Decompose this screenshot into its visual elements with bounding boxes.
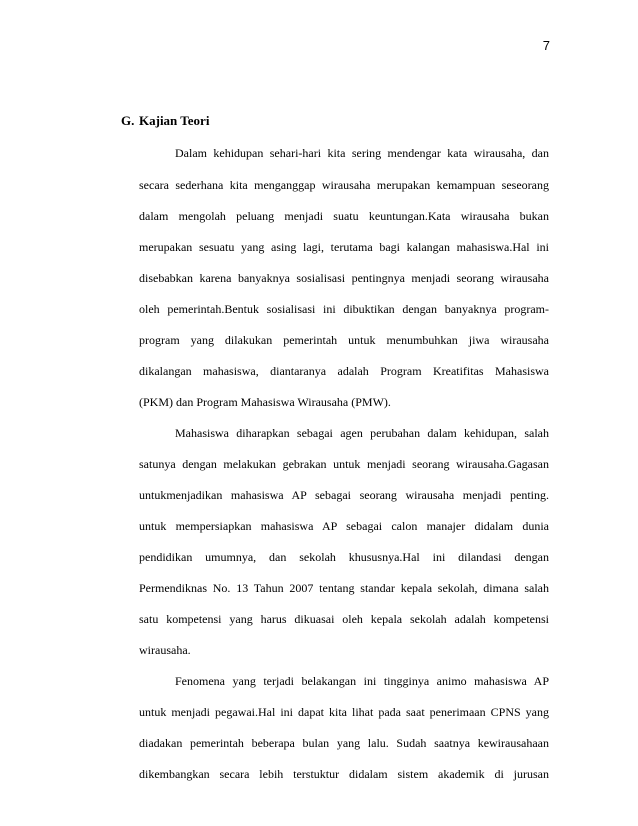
paragraph-line: untuk mempersiapkan mahasiswa AP sebagai calon manajer didalam dunia	[139, 519, 549, 533]
paragraph-line: Permendiknas No. 13 Tahun 2007 tentang standar kepala sekolah, dimana salah	[139, 581, 549, 595]
section-heading	[121, 113, 209, 129]
paragraph-line: Fenomena yang terjadi belakangan ini tingginya animo mahasiswa AP	[175, 674, 549, 688]
paragraph-line: untukmenjadikan mahasiswa AP sebagai seorang wirausaha menjadi penting.	[139, 488, 549, 502]
paragraph-line: dikalangan mahasiswa, diantaranya adalah Program Kreatifitas Mahasiswa	[139, 364, 549, 378]
paragraph-line: dalam mengolah peluang menjadi suatu keuntungan.Kata wirausaha bukan	[139, 209, 549, 223]
section-title: Kajian Teori	[139, 113, 210, 128]
paragraph-line: satu kompetensi yang harus dikuasai oleh kepala sekolah adalah kompetensi	[139, 612, 549, 626]
paragraph-line: program yang dilakukan pemerintah untuk menumbuhkan jiwa wirausaha	[139, 333, 549, 347]
paragraph-line: Dalam kehidupan sehari-hari kita sering mendengar kata wirausaha, dan	[175, 146, 549, 160]
paragraph-line: Mahasiswa diharapkan sebagai agen perubahan dalam kehidupan, salah	[175, 426, 549, 440]
paragraph-line: wirausaha.	[139, 643, 191, 657]
paragraph-line: disebabkan karena banyaknya sosialisasi pentingnya menjadi seorang wirausaha	[139, 271, 549, 285]
paragraph-line: diadakan pemerintah beberapa bulan yang lalu. Sudah saatnya kewirausahaan	[139, 736, 549, 750]
paragraph-line: secara sederhana kita menganggap wirausaha merupakan kemampuan seseorang	[139, 178, 549, 192]
paragraph-line: (PKM) dan Program Mahasiswa Wirausaha (PMW).	[139, 395, 391, 409]
section-letter: G.	[121, 113, 135, 128]
paragraph-line: satunya dengan melakukan gebrakan untuk menjadi seorang wirausaha.Gagasan	[139, 457, 549, 471]
paragraph-line: dikembangkan secara lebih terstuktur didalam sistem akademik di jurusan	[139, 767, 549, 781]
paragraph-line: untuk menjadi pegawai.Hal ini dapat kita lihat pada saat penerimaan CPNS yang	[139, 705, 549, 719]
paragraph-line: merupakan sesuatu yang asing lagi, terutama bagi kalangan mahasiswa.Hal ini	[139, 240, 549, 254]
paragraph-line: pendidikan umumnya, dan sekolah khususnya.Hal ini dilandasi dengan	[139, 550, 549, 564]
page-number: 7	[542, 38, 550, 53]
paragraph-line: oleh pemerintah.Bentuk sosialisasi ini dibuktikan dengan banyaknya program-	[139, 302, 549, 316]
